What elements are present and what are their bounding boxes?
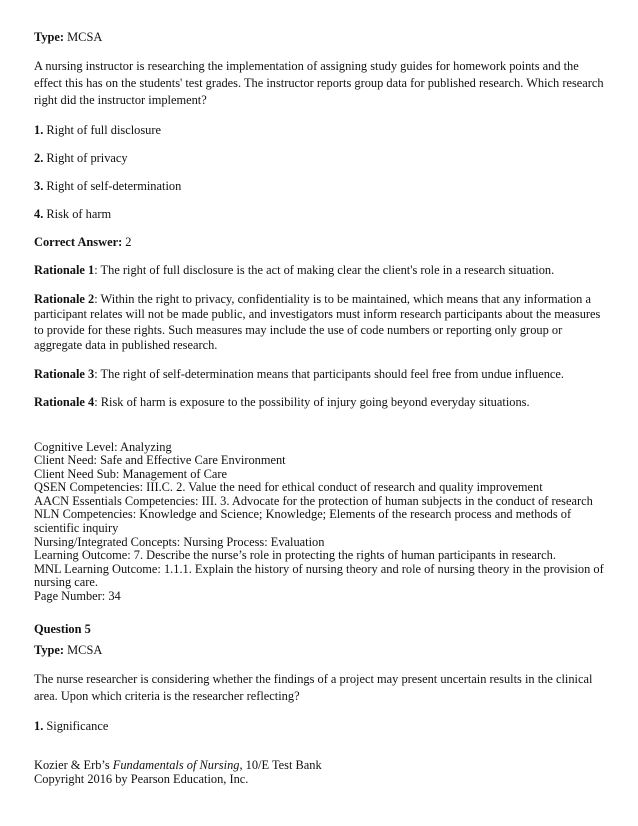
question-metadata	[34, 441, 604, 604]
meta-line: MNL Learning Outcome: 1.1.1. Explain the history of nursing theory and role of nursing theory in the provision of nursing care.	[34, 561, 604, 590]
meta-line: Client Need Sub: Management of Care	[34, 466, 228, 481]
footer-copyright: Copyright 2016 by Pearson Education, Inc.	[34, 772, 249, 786]
question-5-block	[34, 622, 604, 734]
meta-line: Client Need: Safe and Effective Care Environment	[34, 453, 286, 468]
rationale: Rationale 1: The right of full disclosure is the act of making clear the client's role in a research situation.	[34, 263, 555, 277]
meta-line: Learning Outcome: 7. Describe the nurse’s role in protecting the rights of human participants in research.	[34, 548, 556, 563]
correct-answer: Correct Answer: 2	[34, 235, 132, 249]
page-footer	[34, 758, 604, 786]
meta-line: QSEN Competencies: III.C. 2. Value the need for ethical conduct of research and quality improvement	[34, 480, 543, 495]
footer-source: Kozier & Erb’s Fundamentals of Nursing, 10/E Test Bank	[34, 758, 322, 772]
meta-line: Nursing/Integrated Concepts: Nursing Process: Evaluation	[34, 534, 325, 549]
question-stem: A nursing instructor is researching the implementation of assigning study guides for homework points and the effect this has on the students' test grades. The instructor reports group data for published research. Which research right did the instructor implement?	[34, 59, 604, 107]
answer-option: 2. Right of privacy	[34, 151, 128, 165]
answer-option: 1. Significance	[34, 718, 109, 733]
answer-option: 1. Right of full disclosure	[34, 123, 161, 137]
question-type: Type: MCSA	[34, 30, 103, 44]
meta-line: AACN Essentials Competencies: III. 3. Advocate for the protection of human subjects in the conduct of research	[34, 493, 593, 508]
question-4-block	[34, 30, 604, 747]
meta-line: NLN Competencies: Knowledge and Science; Knowledge; Elements of the research process and methods of scientific inquiry	[34, 507, 572, 536]
meta-line: Cognitive Level: Analyzing	[34, 439, 172, 454]
meta-line: Page Number: 34	[34, 589, 121, 604]
answer-option: 4. Risk of harm	[34, 207, 112, 221]
question-type: Type: MCSA	[34, 642, 103, 657]
question-title: Question 5	[34, 621, 91, 636]
rationale: Rationale 2: Within the right to privacy, confidentiality is to be maintained, which means that any information a participant relates will not be made public, and investigators must inform research participants about the measures to provide for these rights. Such measures may include the use of code numbers or reporting only group or aggregate data in published research.	[34, 291, 601, 352]
answer-option: 3. Right of self-determination	[34, 179, 182, 193]
rationale: Rationale 3: The right of self-determination means that participants should feel free from undue influence.	[34, 366, 565, 381]
rationale: Rationale 4: Risk of harm is exposure to the possibility of injury going beyond everyday situations.	[34, 395, 530, 409]
question-stem: The nurse researcher is considering whether the findings of a project may present uncertain results in the clinical area. Upon which criteria is the researcher reflecting?	[34, 671, 593, 703]
